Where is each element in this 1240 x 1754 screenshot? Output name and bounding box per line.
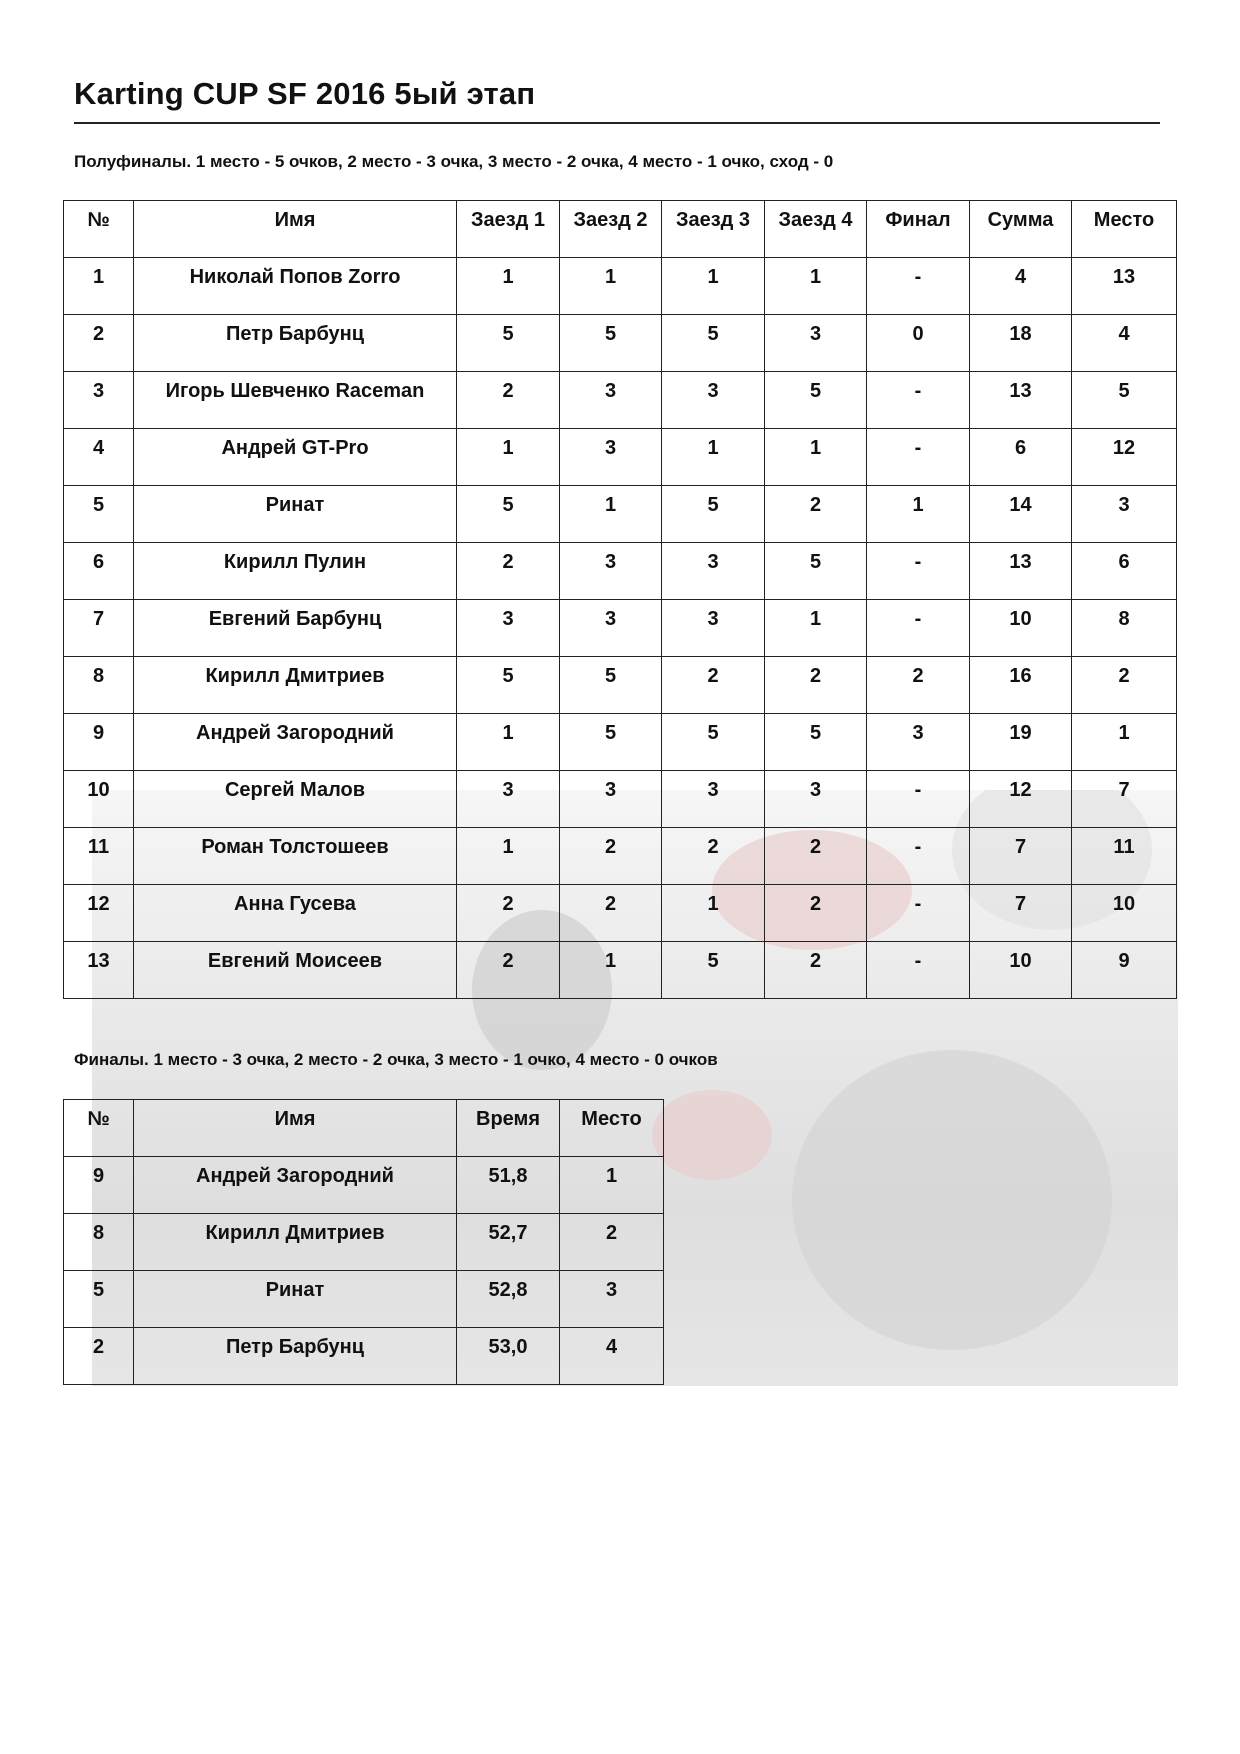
table-cell: 5 <box>765 372 867 429</box>
table-cell: 7 <box>970 885 1072 942</box>
table-cell: 6 <box>970 429 1072 486</box>
table-cell: Анна Гусева <box>134 885 457 942</box>
table-row <box>64 372 1177 429</box>
table-cell: 1 <box>457 828 560 885</box>
table-cell: Кирилл Дмитриев <box>134 1214 457 1271</box>
table-cell: 2 <box>457 942 560 999</box>
header-cell: Заезд 2 <box>560 201 662 258</box>
table-cell: 1 <box>457 429 560 486</box>
table-row <box>64 714 1177 771</box>
table-row <box>64 315 1177 372</box>
table-cell: 12 <box>1072 429 1177 486</box>
table-cell: - <box>867 429 970 486</box>
table-cell: 1 <box>765 258 867 315</box>
table-cell: 3 <box>64 372 134 429</box>
header-cell: Заезд 4 <box>765 201 867 258</box>
table-cell: 5 <box>1072 372 1177 429</box>
header-cell: Место <box>560 1100 664 1157</box>
table-cell: 3 <box>560 771 662 828</box>
table-cell: 13 <box>1072 258 1177 315</box>
table-cell: 2 <box>457 543 560 600</box>
table-cell: 3 <box>765 771 867 828</box>
table-cell: 1 <box>560 1157 664 1214</box>
table-cell: 13 <box>970 543 1072 600</box>
table-cell: 2 <box>765 828 867 885</box>
table-cell: Сергей Малов <box>134 771 457 828</box>
table-cell: 14 <box>970 486 1072 543</box>
table-cell: 11 <box>1072 828 1177 885</box>
table-cell: 5 <box>662 714 765 771</box>
table-cell: 1 <box>560 942 662 999</box>
table-cell: 13 <box>64 942 134 999</box>
table-cell: Кирилл Пулин <box>134 543 457 600</box>
table-cell: 10 <box>1072 885 1177 942</box>
table-cell: 2 <box>64 315 134 372</box>
table-cell: - <box>867 543 970 600</box>
table-cell: 18 <box>970 315 1072 372</box>
header-cell: Заезд 3 <box>662 201 765 258</box>
table-cell: 9 <box>1072 942 1177 999</box>
table-cell: 6 <box>1072 543 1177 600</box>
table-cell: 7 <box>1072 771 1177 828</box>
table-cell: 7 <box>64 600 134 657</box>
table-cell: 11 <box>64 828 134 885</box>
table-cell: 3 <box>560 543 662 600</box>
table-cell: 19 <box>970 714 1072 771</box>
table-cell: 3 <box>560 600 662 657</box>
table-cell: 1 <box>560 258 662 315</box>
table-cell: 3 <box>560 429 662 486</box>
header-cell: Финал <box>867 201 970 258</box>
table-row <box>64 942 1177 999</box>
table-cell: 10 <box>970 942 1072 999</box>
table-cell: 3 <box>457 771 560 828</box>
table-cell: 8 <box>64 1214 134 1271</box>
table-cell: 5 <box>457 486 560 543</box>
table-cell: 53,0 <box>457 1328 560 1385</box>
table-row <box>64 657 1177 714</box>
table-cell: 1 <box>457 258 560 315</box>
table-cell: 3 <box>457 600 560 657</box>
header-cell: № <box>64 1100 134 1157</box>
table-cell: - <box>867 372 970 429</box>
table-cell: 8 <box>64 657 134 714</box>
table-cell: 4 <box>560 1328 664 1385</box>
title-underline <box>74 122 1160 124</box>
table-cell: 1 <box>1072 714 1177 771</box>
table-cell: - <box>867 771 970 828</box>
table-cell: 5 <box>560 714 662 771</box>
table-cell: 10 <box>64 771 134 828</box>
header-cell: Сумма <box>970 201 1072 258</box>
table-cell: 1 <box>560 486 662 543</box>
table-cell: Ринат <box>134 486 457 543</box>
header-cell: Имя <box>134 201 457 258</box>
table-cell: Евгений Моисеев <box>134 942 457 999</box>
table-cell: Петр Барбунц <box>134 1328 457 1385</box>
table-cell: Игорь Шевченко Raceman <box>134 372 457 429</box>
table-row <box>64 543 1177 600</box>
table-cell: 2 <box>765 942 867 999</box>
table-cell: 3 <box>1072 486 1177 543</box>
table-row <box>64 429 1177 486</box>
table-cell: 5 <box>662 942 765 999</box>
table-cell: 2 <box>64 1328 134 1385</box>
table-header-row <box>64 1100 664 1157</box>
table-cell: 5 <box>560 657 662 714</box>
header-cell: Место <box>1072 201 1177 258</box>
table-cell: - <box>867 942 970 999</box>
table-cell: 5 <box>64 486 134 543</box>
table-cell: 4 <box>970 258 1072 315</box>
table-cell: 10 <box>970 600 1072 657</box>
table-cell: 2 <box>457 885 560 942</box>
table-cell: 52,7 <box>457 1214 560 1271</box>
table-cell: 3 <box>560 1271 664 1328</box>
table-cell: 2 <box>560 828 662 885</box>
table-cell: 1 <box>457 714 560 771</box>
table-cell: 3 <box>765 315 867 372</box>
table-cell: 16 <box>970 657 1072 714</box>
table-cell: 3 <box>867 714 970 771</box>
table-cell: 5 <box>662 486 765 543</box>
table-cell: 9 <box>64 1157 134 1214</box>
table-cell: 5 <box>64 1271 134 1328</box>
table-cell: 4 <box>64 429 134 486</box>
table-cell: 1 <box>64 258 134 315</box>
table-cell: 2 <box>560 1214 664 1271</box>
table-row <box>64 486 1177 543</box>
table-cell: 5 <box>457 657 560 714</box>
table-cell: 1 <box>765 600 867 657</box>
table-cell: 8 <box>1072 600 1177 657</box>
table-cell: 2 <box>457 372 560 429</box>
table-cell: 5 <box>560 315 662 372</box>
table-row <box>64 828 1177 885</box>
table-cell: 2 <box>662 828 765 885</box>
semifinal-table <box>63 200 1177 999</box>
table-cell: 1 <box>765 429 867 486</box>
table-cell: 51,8 <box>457 1157 560 1214</box>
table-cell: Николай Попов Zorro <box>134 258 457 315</box>
table-cell: 2 <box>765 657 867 714</box>
header-cell: Время <box>457 1100 560 1157</box>
table-cell: 3 <box>662 543 765 600</box>
table-cell: Андрей GT-Pro <box>134 429 457 486</box>
table-cell: 12 <box>970 771 1072 828</box>
header-cell: Заезд 1 <box>457 201 560 258</box>
table-cell: 52,8 <box>457 1271 560 1328</box>
table-cell: 1 <box>662 885 765 942</box>
table-cell: 5 <box>765 714 867 771</box>
table-cell: 3 <box>662 600 765 657</box>
table-row <box>64 885 1177 942</box>
table-cell: 1 <box>662 429 765 486</box>
table-cell: 3 <box>662 771 765 828</box>
table-cell: - <box>867 258 970 315</box>
header-cell: Имя <box>134 1100 457 1157</box>
table-cell: - <box>867 600 970 657</box>
table-row <box>64 1214 664 1271</box>
table-cell: 2 <box>765 486 867 543</box>
table-cell: - <box>867 828 970 885</box>
table-cell: 7 <box>970 828 1072 885</box>
table-cell: 5 <box>662 315 765 372</box>
table-cell: 2 <box>560 885 662 942</box>
table-cell: 4 <box>1072 315 1177 372</box>
table-cell: Кирилл Дмитриев <box>134 657 457 714</box>
table-cell: Андрей Загородний <box>134 1157 457 1214</box>
table-cell: 2 <box>662 657 765 714</box>
table-row <box>64 1157 664 1214</box>
table-cell: Петр Барбунц <box>134 315 457 372</box>
table-cell: 5 <box>457 315 560 372</box>
table-cell: 1 <box>867 486 970 543</box>
semifinal-caption: Полуфиналы. 1 место - 5 очков, 2 место - 3 очка, 3 место - 2 очка, 4 место - 1 очко, сход - 0 <box>74 152 834 171</box>
table-cell: 12 <box>64 885 134 942</box>
table-cell: 0 <box>867 315 970 372</box>
header-cell: № <box>64 201 134 258</box>
table-cell: 1 <box>662 258 765 315</box>
table-cell: Роман Толстошеев <box>134 828 457 885</box>
table-cell: 5 <box>765 543 867 600</box>
final-table <box>63 1099 664 1385</box>
table-row <box>64 1271 664 1328</box>
table-cell: 2 <box>867 657 970 714</box>
table-cell: Андрей Загородний <box>134 714 457 771</box>
table-row <box>64 258 1177 315</box>
table-cell: 2 <box>1072 657 1177 714</box>
table-row <box>64 771 1177 828</box>
table-row <box>64 1328 664 1385</box>
table-cell: Ринат <box>134 1271 457 1328</box>
page-title: Karting CUP SF 2016 5ый этап <box>74 76 536 111</box>
table-cell: 6 <box>64 543 134 600</box>
table-cell: - <box>867 885 970 942</box>
table-cell: 13 <box>970 372 1072 429</box>
table-row <box>64 600 1177 657</box>
table-cell: Евгений Барбунц <box>134 600 457 657</box>
table-cell: 2 <box>765 885 867 942</box>
table-header-row <box>64 201 1177 258</box>
table-cell: 9 <box>64 714 134 771</box>
table-cell: 3 <box>560 372 662 429</box>
final-caption: Финалы. 1 место - 3 очка, 2 место - 2 очка, 3 место - 1 очко, 4 место - 0 очков <box>74 1050 718 1069</box>
table-cell: 3 <box>662 372 765 429</box>
